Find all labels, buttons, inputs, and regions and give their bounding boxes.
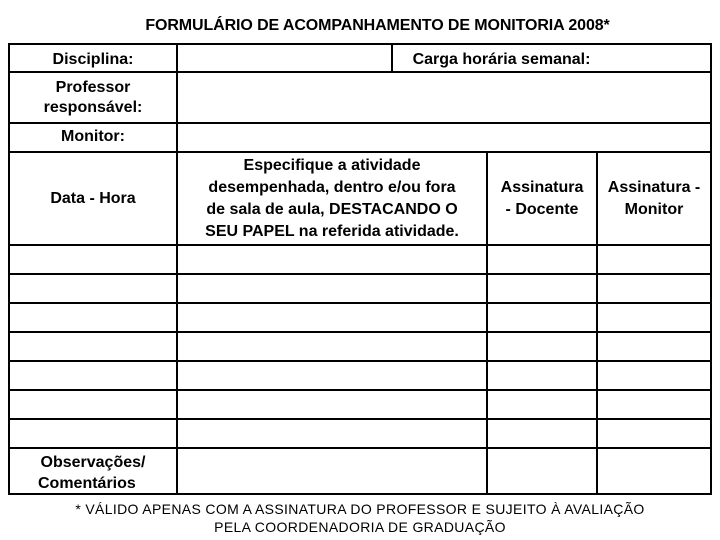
row-divider	[8, 331, 712, 333]
observacoes-label-line: Comentários	[38, 475, 136, 492]
row-divider	[8, 302, 712, 304]
disciplina-label: Disciplina:	[52, 51, 134, 68]
monitor-label: Monitor:	[61, 128, 125, 145]
professor-label-line: Professor	[55, 79, 131, 96]
assinatura-docente-line: - Docente	[505, 201, 579, 218]
observacoes-field[interactable]	[178, 449, 710, 493]
row-divider	[8, 151, 712, 153]
atividade-header-line: Especifique a atividade	[243, 157, 421, 174]
professor-label-line: responsável:	[43, 99, 143, 116]
observacoes-label-line: Observações/	[40, 454, 146, 471]
carga-horaria-label: Carga horária semanal:	[412, 51, 591, 68]
atividade-header-line: de sala de aula, DESTACANDO O	[206, 201, 458, 218]
row-divider	[8, 244, 712, 246]
footer-note-line: PELA COORDENADORIA DE GRADUAÇÃO	[214, 519, 506, 535]
data-hora-header: Data - Hora	[50, 190, 136, 207]
footer-note-line: * VÁLIDO APENAS COM A ASSINATURA DO PROFESSOR E SUJEITO À AVALIAÇÃO	[75, 501, 645, 517]
atividade-header-line: SEU PAPEL na referida atividade.	[205, 223, 459, 240]
row-divider	[8, 389, 712, 391]
carga-horaria-field[interactable]	[604, 45, 710, 71]
row-divider	[8, 360, 712, 362]
monitor-field[interactable]	[178, 124, 710, 151]
assinatura-monitor-line: Monitor	[624, 201, 684, 218]
assinatura-monitor-line: Assinatura -	[607, 179, 701, 196]
row-divider	[8, 418, 712, 420]
assinatura-docente-line: Assinatura	[500, 179, 584, 196]
disciplina-field[interactable]	[178, 45, 391, 71]
row-divider	[8, 273, 712, 275]
atividade-header-line: desempenhada, dentro e/ou fora	[208, 179, 456, 196]
professor-field[interactable]	[178, 73, 710, 122]
form-title: FORMULÁRIO DE ACOMPANHAMENTO DE MONITORIA 2008*	[145, 17, 610, 34]
